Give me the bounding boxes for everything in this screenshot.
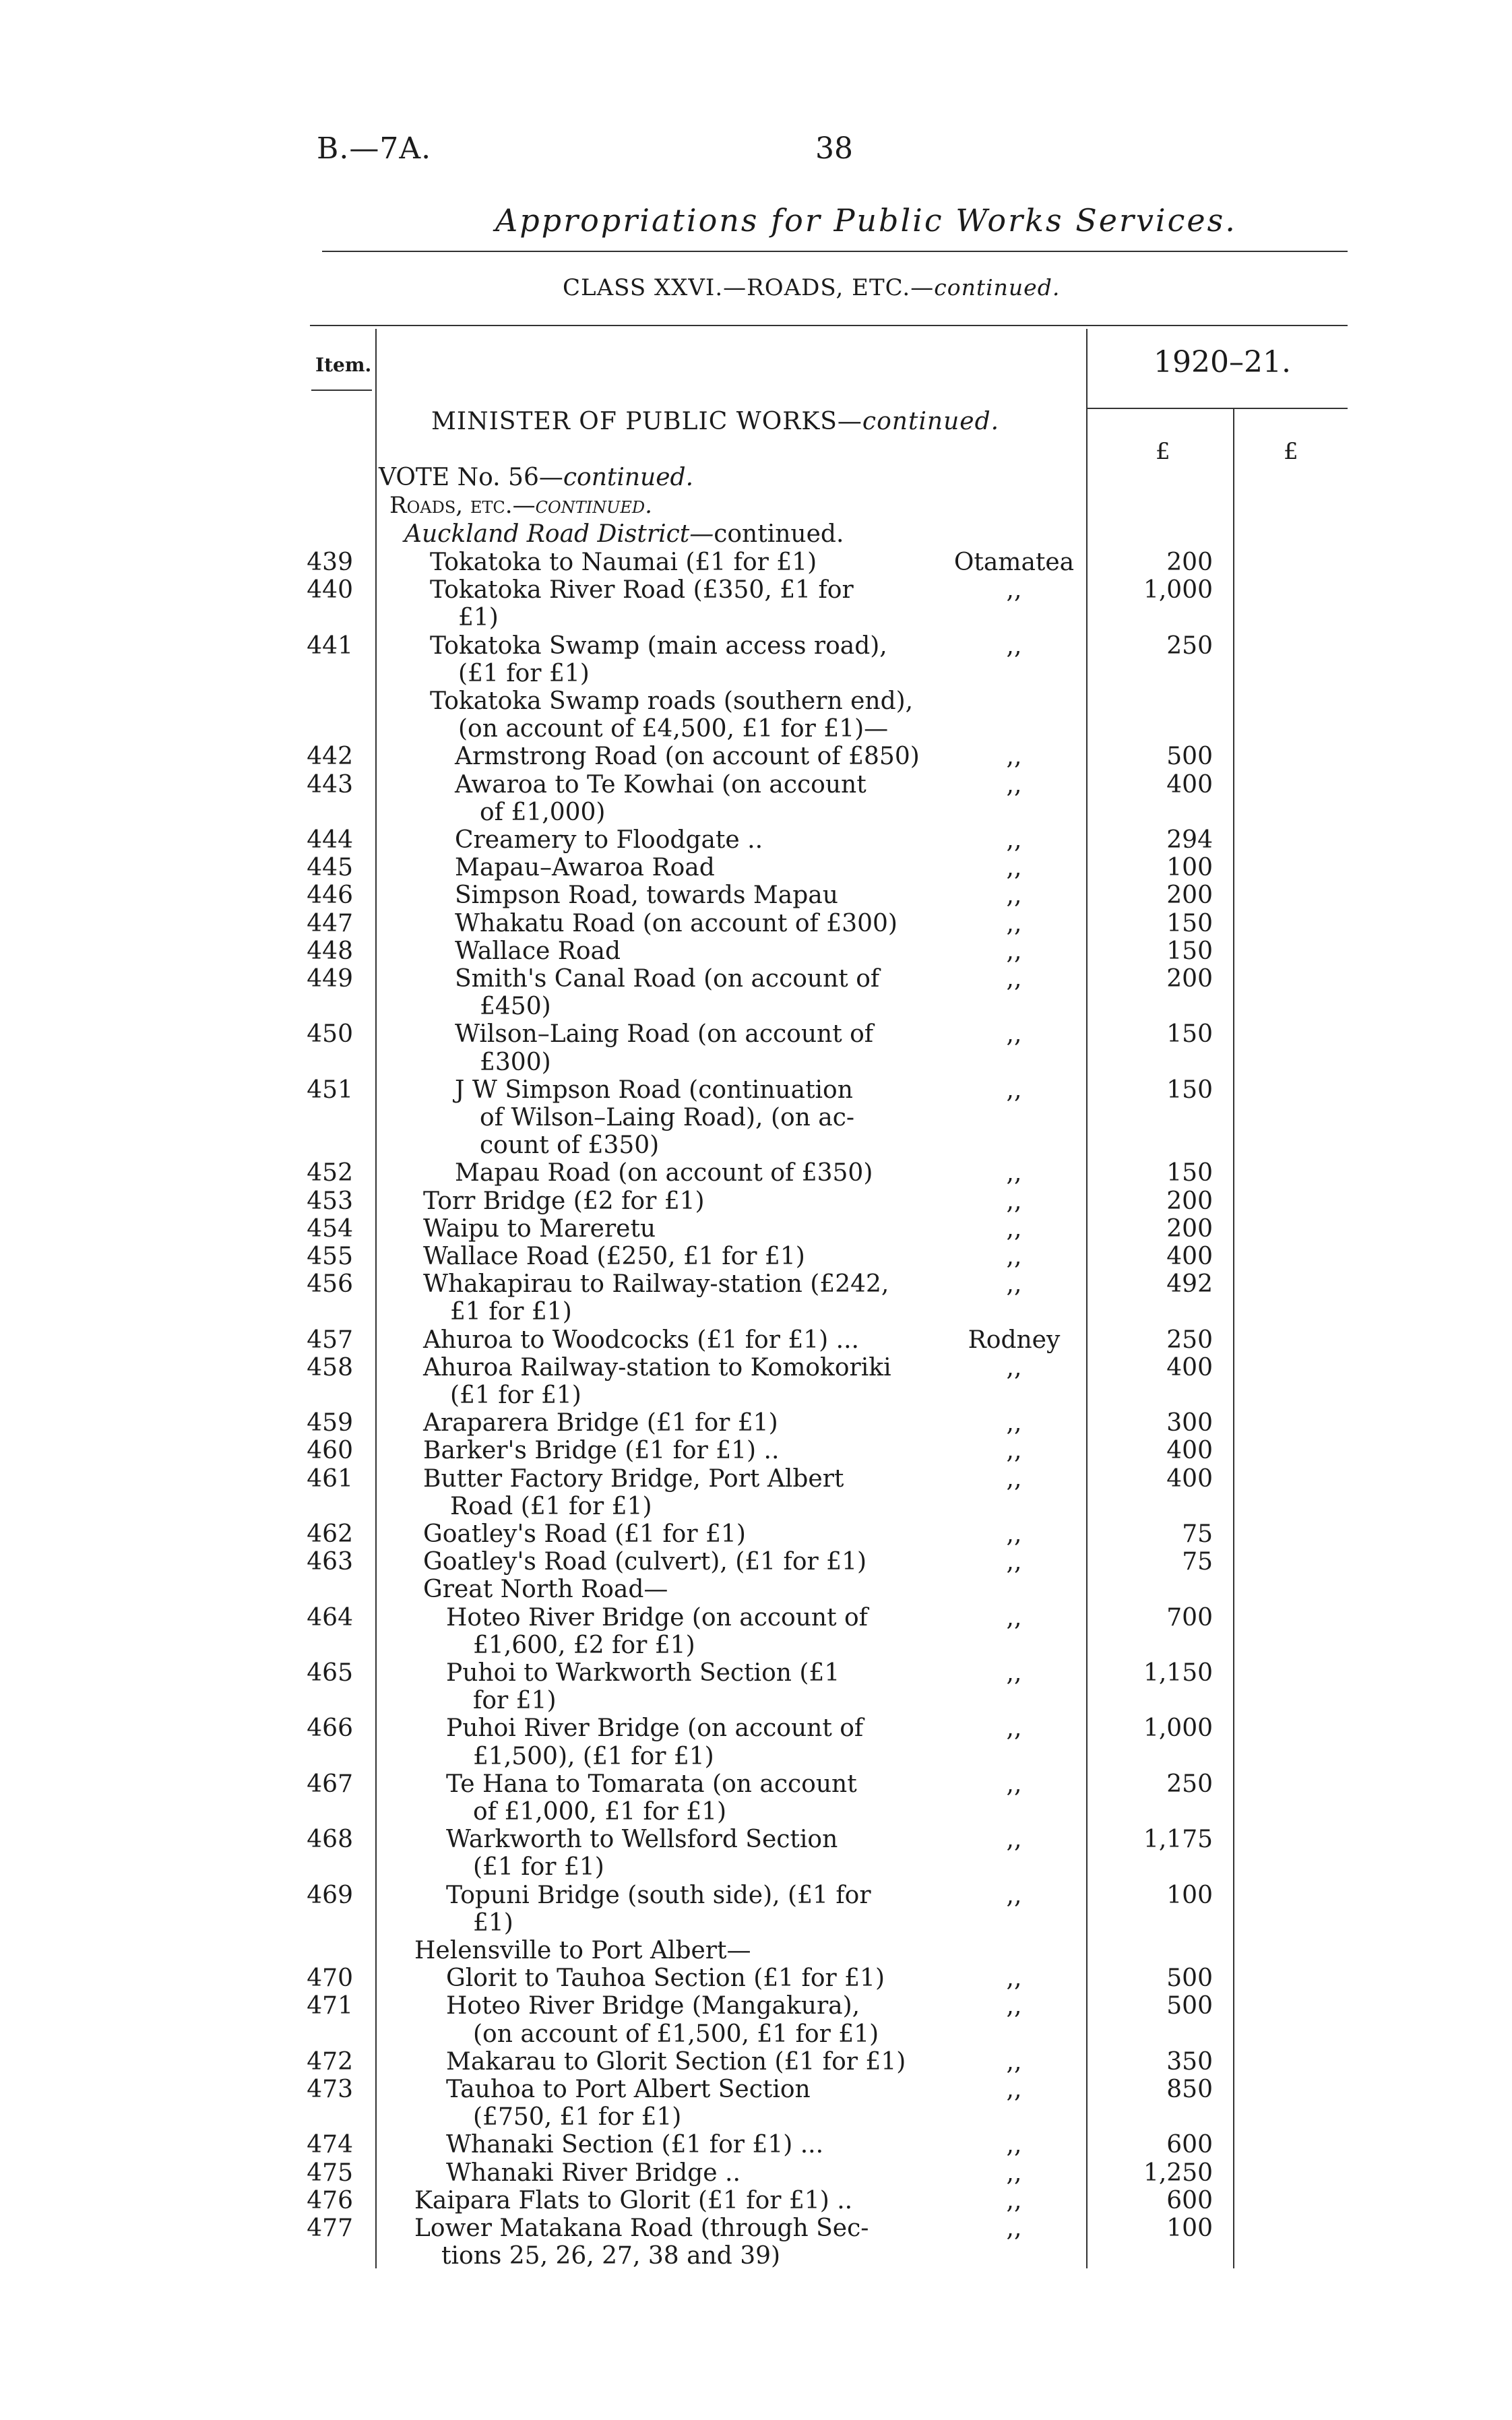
table-row [0, 1687, 1512, 1715]
electorate: ,, [1006, 632, 1022, 660]
electorate: Otamatea [953, 549, 1075, 576]
item-number: 470 [307, 1964, 353, 1992]
item-description: Whanaki Section (£1 for £1) ... [446, 2131, 824, 2159]
table-row [0, 910, 1512, 938]
table-row [0, 2159, 1512, 2188]
item-description: Mapau–Awaroa Road [455, 854, 715, 881]
electorate: ,, [1006, 1520, 1022, 1548]
electorate: ,, [1006, 965, 1022, 993]
item-number: 476 [307, 2187, 353, 2214]
item-description: Hoteo River Bridge (on account of [446, 1604, 868, 1632]
table-row [0, 2214, 1512, 2243]
item-description: count of £350) [480, 1131, 660, 1159]
vote-heading: VOTE No. 56—continued. [379, 464, 694, 491]
page-title: Appropriations for Public Works Services. [495, 202, 1237, 239]
item-description: Creamery to Floodgate .. [455, 826, 763, 854]
report-reference: B.—7A. [317, 131, 432, 166]
item-description: Puhoi to Warkworth Section (£1 [446, 1659, 840, 1687]
table-row [0, 1187, 1512, 1216]
item-description: for £1) [473, 1687, 557, 1714]
item-description: J W Simpson Road (continuation [455, 1076, 853, 1104]
table-row [0, 2242, 1512, 2270]
title-rule [322, 251, 1348, 252]
amount: 400 [1166, 1465, 1213, 1493]
item-number: 439 [307, 549, 353, 576]
item-number: 463 [307, 1548, 353, 1576]
item-description: £450) [480, 993, 551, 1020]
item-description: Lower Matakana Road (through Sec- [414, 2214, 869, 2242]
item-description: Puhoi River Bridge (on account of [446, 1714, 864, 1742]
electorate: ,, [1006, 1770, 1022, 1798]
item-description: £1,500), (£1 for £1) [473, 1743, 714, 1770]
table-row [0, 1354, 1512, 1382]
item-number: 444 [307, 826, 353, 854]
electorate: ,, [1006, 1270, 1022, 1298]
amount: 300 [1166, 1409, 1213, 1437]
electorate: ,, [1006, 1548, 1022, 1576]
item-description: Araparera Bridge (£1 for £1) [423, 1409, 778, 1437]
electorate: Rodney [968, 1326, 1061, 1354]
amount: 250 [1166, 1326, 1213, 1354]
table-row [0, 1964, 1512, 1993]
item-number: 445 [307, 854, 353, 881]
electorate: ,, [1006, 1465, 1022, 1493]
table-row [0, 1215, 1512, 1243]
item-description: Wallace Road (£250, £1 for £1) [423, 1243, 805, 1270]
electorate: ,, [1006, 826, 1022, 854]
item-description: Warkworth to Wellsford Section [446, 1826, 838, 1853]
item-header-rule [311, 390, 372, 391]
item-description: Tokatoka to Naumai (£1 for £1) [430, 549, 817, 576]
amount: 1,150 [1143, 1659, 1213, 1687]
table-row [0, 1326, 1512, 1355]
item-number: 472 [307, 2048, 353, 2076]
item-description: Glorit to Tauhoa Section (£1 for £1) [446, 1964, 885, 1992]
table-row [0, 1992, 1512, 2020]
amount: 400 [1166, 1437, 1213, 1464]
item-number: 473 [307, 2076, 353, 2103]
item-description: Goatley's Road (culvert), (£1 for £1) [423, 1548, 867, 1576]
item-description: Awaroa to Te Kowhai (on account [455, 771, 867, 799]
amount: 150 [1166, 910, 1213, 937]
electorate: ,, [1006, 1215, 1022, 1243]
amount: 75 [1182, 1520, 1213, 1548]
table-row [0, 993, 1512, 1021]
currency-symbol-1: £ [1156, 438, 1170, 465]
item-number: 475 [307, 2159, 353, 2187]
amount: 150 [1166, 937, 1213, 965]
table-row [0, 1604, 1512, 1632]
item-description: (on account of £1,500, £1 for £1) [473, 2020, 879, 2048]
table-row [0, 1131, 1512, 1160]
amount: 200 [1166, 965, 1213, 993]
table-row [0, 1937, 1512, 1965]
item-description: (£1 for £1) [450, 1382, 581, 1409]
electorate: ,, [1006, 1159, 1022, 1187]
item-number: 451 [307, 1076, 353, 1104]
item-description: (on account of £4,500, £1 for £1)— [458, 715, 889, 743]
item-description: £1 for £1) [450, 1298, 572, 1326]
table-row [0, 1548, 1512, 1576]
item-description: Whakatu Road (on account of £300) [455, 910, 897, 937]
item-description: Great North Road— [423, 1576, 668, 1603]
table-row [0, 1770, 1512, 1799]
item-number: 450 [307, 1020, 353, 1048]
item-number: 455 [307, 1243, 353, 1270]
table-row [0, 1853, 1512, 1882]
amount: 294 [1166, 826, 1213, 854]
item-description: Tokatoka Swamp (main access road), [430, 632, 887, 660]
item-description: Hoteo River Bridge (Mangakura), [446, 1992, 860, 2020]
amount: 150 [1166, 1076, 1213, 1104]
table-row [0, 1632, 1512, 1660]
electorate: ,, [1006, 2131, 1022, 2159]
roads-heading: Roads, etc.—continued. [389, 492, 652, 519]
amount: 150 [1166, 1020, 1213, 1048]
amount: 600 [1166, 2187, 1213, 2214]
item-description: Topuni Bridge (south side), (£1 for [446, 1882, 871, 1909]
table-row [0, 1714, 1512, 1743]
item-number: 466 [307, 1714, 353, 1742]
amount: 1,000 [1143, 576, 1213, 604]
amount: 150 [1166, 1159, 1213, 1187]
item-description: Kaipara Flats to Glorit (£1 for £1) .. [414, 2187, 853, 2214]
electorate: ,, [1006, 1437, 1022, 1464]
item-description: Smith's Canal Road (on account of [455, 965, 880, 993]
item-description: Armstrong Road (on account of £850) [455, 743, 920, 770]
electorate: ,, [1006, 2214, 1022, 2242]
item-number: 448 [307, 937, 353, 965]
item-description: £1,600, £2 for £1) [473, 1632, 695, 1659]
item-description: of £1,000, £1 for £1) [473, 1798, 727, 1826]
table-row [0, 2131, 1512, 2159]
amount: 100 [1166, 1882, 1213, 1909]
table-row [0, 2020, 1512, 2049]
electorate: ,, [1006, 576, 1022, 604]
item-number: 443 [307, 771, 353, 799]
table-row [0, 1520, 1512, 1549]
amount: 200 [1166, 549, 1213, 576]
table-row [0, 1049, 1512, 1077]
amount: 200 [1166, 1215, 1213, 1243]
table-row [0, 2076, 1512, 2104]
item-number: 449 [307, 965, 353, 993]
item-description: Barker's Bridge (£1 for £1) .. [423, 1437, 780, 1464]
item-number: 446 [307, 881, 353, 909]
amount: 500 [1166, 1992, 1213, 2020]
item-description: Helensville to Port Albert— [414, 1937, 751, 1964]
table-row [0, 604, 1512, 632]
table-row [0, 1437, 1512, 1465]
electorate: ,, [1006, 910, 1022, 937]
item-description: (£1 for £1) [458, 660, 590, 687]
table-row [0, 743, 1512, 771]
amount: 400 [1166, 1354, 1213, 1382]
item-number: 457 [307, 1326, 353, 1354]
table-row [0, 1493, 1512, 1521]
item-description: Road (£1 for £1) [450, 1493, 652, 1520]
district-heading: Auckland Road District—continued. [404, 520, 844, 548]
electorate: ,, [1006, 1076, 1022, 1104]
item-description: Makarau to Glorit Section (£1 for £1) [446, 2048, 906, 2076]
item-description: Butter Factory Bridge, Port Albert [423, 1465, 844, 1493]
item-number: 462 [307, 1520, 353, 1548]
item-number: 460 [307, 1437, 353, 1464]
table-row [0, 1159, 1512, 1187]
table-row [0, 826, 1512, 855]
electorate: ,, [1006, 1354, 1022, 1382]
electorate: ,, [1006, 771, 1022, 799]
electorate: ,, [1006, 1187, 1022, 1215]
electorate: ,, [1006, 1714, 1022, 1742]
item-number: 477 [307, 2214, 353, 2242]
electorate: ,, [1006, 1604, 1022, 1632]
amount: 100 [1166, 854, 1213, 881]
electorate: ,, [1006, 743, 1022, 770]
table-row [0, 660, 1512, 688]
amount: 1,250 [1143, 2159, 1213, 2187]
electorate: ,, [1006, 2159, 1022, 2187]
minister-heading: MINISTER OF PUBLIC WORKS—continued. [431, 408, 1000, 435]
item-description: (£750, £1 for £1) [473, 2103, 682, 2131]
item-number: 440 [307, 576, 353, 604]
item-description: Tokatoka River Road (£350, £1 for [430, 576, 854, 604]
table-row [0, 1909, 1512, 1937]
electorate: ,, [1006, 1243, 1022, 1270]
table-row [0, 854, 1512, 882]
item-number: 441 [307, 632, 353, 660]
table-row [0, 881, 1512, 910]
item-description: Wilson–Laing Road (on account of [455, 1020, 874, 1048]
amount: 1,000 [1143, 1714, 1213, 1742]
item-description: Wallace Road [455, 937, 621, 965]
item-number: 458 [307, 1354, 353, 1382]
table-row [0, 937, 1512, 966]
header-top-rule [310, 325, 1348, 326]
table-row [0, 1104, 1512, 1132]
electorate: ,, [1006, 854, 1022, 881]
item-number: 468 [307, 1826, 353, 1853]
item-number: 465 [307, 1659, 353, 1687]
item-description: Torr Bridge (£2 for £1) [423, 1187, 705, 1215]
amount: 400 [1166, 771, 1213, 799]
amount: 200 [1166, 881, 1213, 909]
item-description: £1) [473, 1909, 513, 1937]
table-row [0, 965, 1512, 993]
item-number: 469 [307, 1882, 353, 1909]
item-number: 442 [307, 743, 353, 770]
item-number: 461 [307, 1465, 353, 1493]
table-row [0, 1298, 1512, 1326]
item-description: Waipu to Mareretu [423, 1215, 656, 1243]
table-row [0, 715, 1512, 743]
table-row [0, 1243, 1512, 1271]
table-row [0, 799, 1512, 827]
electorate: ,, [1006, 1659, 1022, 1687]
table-row [0, 632, 1512, 660]
item-description: Ahuroa to Woodcocks (£1 for £1) ... [423, 1326, 859, 1354]
table-row [0, 1465, 1512, 1493]
table-row [0, 1882, 1512, 1910]
amount: 600 [1166, 2131, 1213, 2159]
item-description: Whanaki River Bridge .. [446, 2159, 741, 2187]
item-description: Te Hana to Tomarata (on account [446, 1770, 857, 1798]
amount: 500 [1166, 743, 1213, 770]
item-description: £300) [480, 1049, 551, 1076]
item-column-header: Item. [315, 354, 372, 376]
table-row [0, 1409, 1512, 1437]
item-number: 453 [307, 1187, 353, 1215]
item-description: Simpson Road, towards Mapau [455, 881, 838, 909]
page-number: 38 [815, 131, 853, 166]
item-description: tions 25, 26, 27, 38 and 39) [441, 2242, 781, 2270]
item-description: Tauhoa to Port Albert Section [446, 2076, 811, 2103]
table-row [0, 2048, 1512, 2076]
table-row [0, 1576, 1512, 1604]
table-row [0, 549, 1512, 577]
electorate: ,, [1006, 2076, 1022, 2103]
table-row [0, 2187, 1512, 2215]
amount: 250 [1166, 1770, 1213, 1798]
table-row [0, 1382, 1512, 1410]
year-column-header: 1920–21. [1154, 345, 1291, 379]
amount: 350 [1166, 2048, 1213, 2076]
amount: 850 [1166, 2076, 1213, 2103]
electorate: ,, [1006, 1826, 1022, 1853]
electorate: ,, [1006, 1020, 1022, 1048]
item-number: 454 [307, 1215, 353, 1243]
amount: 100 [1166, 2214, 1213, 2242]
item-number: 452 [307, 1159, 353, 1187]
item-description: Ahuroa Railway-station to Komokoriki [423, 1354, 891, 1382]
electorate: ,, [1006, 1409, 1022, 1437]
electorate: ,, [1006, 2048, 1022, 2076]
table-row [0, 576, 1512, 604]
table-row [0, 687, 1512, 716]
amount: 75 [1182, 1548, 1213, 1576]
amount: 200 [1166, 1187, 1213, 1215]
amount: 500 [1166, 1964, 1213, 1992]
electorate: ,, [1006, 881, 1022, 909]
item-description: Goatley's Road (£1 for £1) [423, 1520, 746, 1548]
electorate: ,, [1006, 1882, 1022, 1909]
item-description: of £1,000) [480, 799, 606, 826]
electorate: ,, [1006, 1992, 1022, 2020]
amount: 400 [1166, 1243, 1213, 1270]
table-row [0, 2103, 1512, 2132]
table-row [0, 1798, 1512, 1826]
item-number: 459 [307, 1409, 353, 1437]
item-description: Tokatoka Swamp roads (southern end), [430, 687, 914, 715]
item-description: Whakapirau to Railway-station (£242, [423, 1270, 889, 1298]
item-description: of Wilson–Laing Road), (on ac- [480, 1104, 855, 1131]
amount: 1,175 [1143, 1826, 1213, 1853]
item-number: 456 [307, 1270, 353, 1298]
item-description: (£1 for £1) [473, 1853, 604, 1881]
item-number: 464 [307, 1604, 353, 1632]
table-row [0, 1270, 1512, 1299]
item-number: 467 [307, 1770, 353, 1798]
table-row [0, 771, 1512, 799]
electorate: ,, [1006, 937, 1022, 965]
table-row [0, 1826, 1512, 1854]
electorate: ,, [1006, 1964, 1022, 1992]
item-number: 471 [307, 1992, 353, 2020]
table-row [0, 1020, 1512, 1049]
electorate: ,, [1006, 2187, 1022, 2214]
item-number: 474 [307, 2131, 353, 2159]
table-row [0, 1076, 1512, 1105]
amount: 492 [1166, 1270, 1213, 1298]
year-header-rule [1086, 408, 1348, 409]
class-heading: CLASS XXVI.—ROADS, ETC.—continued. [563, 274, 1061, 301]
item-description: Mapau Road (on account of £350) [455, 1159, 873, 1187]
amount: 700 [1166, 1604, 1213, 1632]
table-row [0, 1659, 1512, 1687]
amount: 250 [1166, 632, 1213, 660]
item-number: 447 [307, 910, 353, 937]
item-description: £1) [458, 604, 499, 631]
currency-symbol-2: £ [1284, 438, 1298, 465]
table-row [0, 1743, 1512, 1771]
